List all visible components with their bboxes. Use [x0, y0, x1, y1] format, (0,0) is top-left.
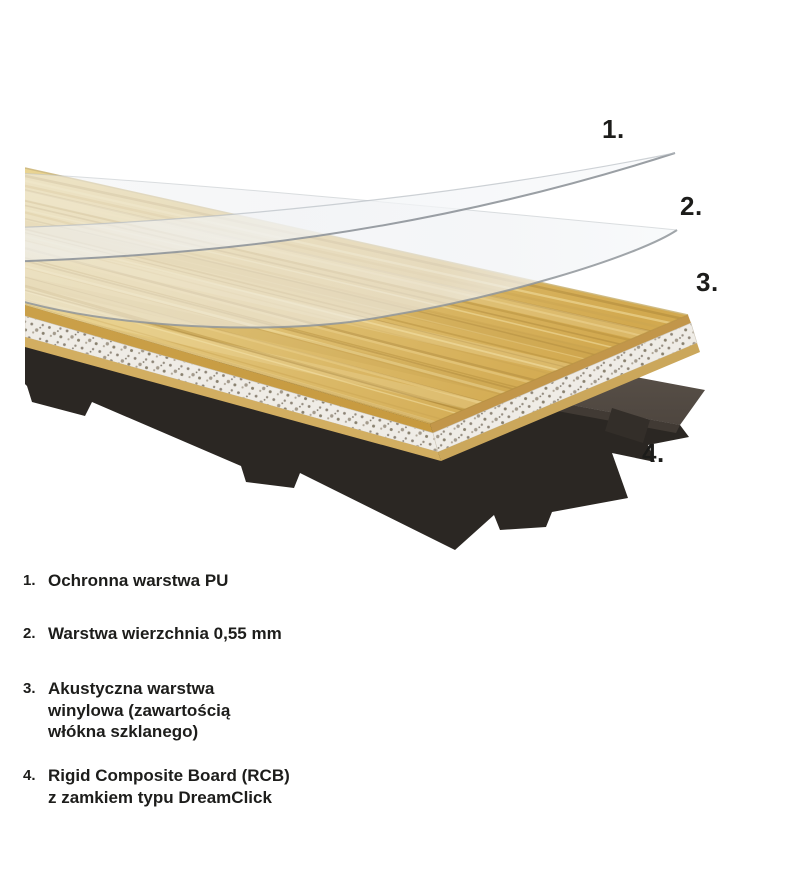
legend-line: Akustyczna warstwa	[48, 679, 215, 698]
legend-line: winylowa (zawartością	[48, 700, 231, 720]
legend-line: Ochronna warstwa PU	[48, 571, 229, 590]
legend-line: Warstwa wierzchnia 0,55 mm	[48, 624, 282, 643]
legend-number: 4.	[23, 767, 36, 784]
legend-line: z zamkiem typu DreamClick	[48, 787, 272, 807]
legend-number: 3.	[23, 680, 36, 697]
legend-line: Rigid Composite Board (RCB)	[48, 766, 290, 785]
legend-line: włókna szklanego)	[48, 722, 199, 741]
legend-item-3	[23, 678, 230, 743]
legend-item-2	[23, 623, 282, 645]
legend-number: 2.	[23, 625, 36, 642]
photo-crop-margin	[0, 0, 25, 560]
callout-3: 3.	[696, 267, 719, 297]
legend-item-1	[23, 570, 228, 592]
legend-text	[48, 678, 230, 743]
legend-text	[48, 623, 282, 645]
legend-text	[48, 765, 290, 808]
legend-text	[48, 570, 228, 592]
legend-item-4	[23, 765, 290, 808]
callout-4: 4.	[642, 438, 665, 468]
legend-number: 1.	[23, 572, 36, 589]
callout-2: 2.	[680, 191, 703, 221]
callout-1: 1.	[602, 114, 625, 144]
